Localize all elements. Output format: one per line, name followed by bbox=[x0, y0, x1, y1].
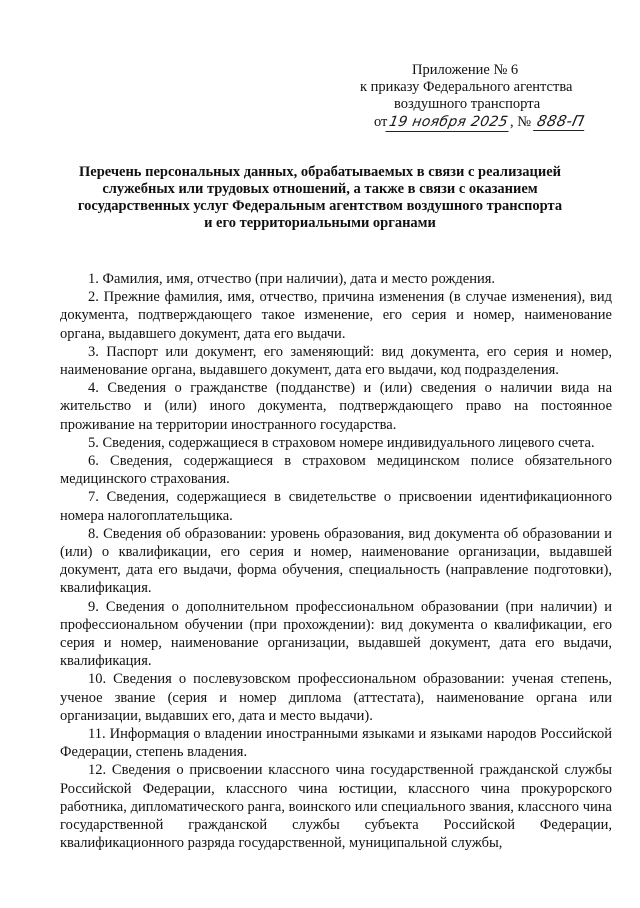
appendix-agency: воздушного транспорта bbox=[394, 96, 541, 112]
handwritten-number: 888-П bbox=[533, 113, 588, 131]
list-item: 3. Паспорт или документ, его заменяющий: вид документа, его серия и номер, наименование органа, выдавшего документ, дата его выдачи, код подразделения. bbox=[60, 343, 612, 379]
list-item: 7. Сведения, содержащиеся в свидетельстве о присвоении идентификационного номера налогоплательщика. bbox=[60, 489, 612, 524]
number-label: , № bbox=[510, 114, 532, 130]
list-item: 1. Фамилия, имя, отчество (при наличии), дата и место рождения. bbox=[88, 271, 496, 287]
list-item: 8. Сведения об образовании: уровень образования, вид документа об образовании и (или) о квалификации, его серия и номер, наименование организации, выдавшей документ, дата его выдачи, форма обучения, специальность (направление подготовки), квалификация. bbox=[60, 525, 612, 597]
list-item: 10. Сведения о послевузовском профессиональном образовании: ученая степень, ученое звание (серия и номер диплома (аттестата), наименование органа или организации, выдавших его, дата и место выдачи). bbox=[60, 671, 612, 724]
from-label: от bbox=[374, 114, 388, 130]
list-item: 5. Сведения, содержащиеся в страховом номере индивидуального лицевого счета. bbox=[88, 434, 595, 451]
title-line: и его территориальными органами bbox=[204, 215, 436, 231]
list-item: 6. Сведения, содержащиеся в страховом медицинском полисе обязательного медицинского страхования. bbox=[60, 453, 612, 488]
title-line: государственных услуг Федеральным агентством воздушного транспорта bbox=[77, 198, 563, 214]
title-line: служебных или трудовых отношений, а также в связи с оказанием bbox=[102, 181, 538, 197]
order-date-number bbox=[360, 113, 622, 132]
list-item: 11. Информация о владении иностранными языками и языками народов Российской Федерации, степень владения. bbox=[60, 726, 612, 761]
list-item: 2. Прежние фамилия, имя, отчество, причина изменения (в случае изменения), вид документа, подтверждающего такое изменение, его серия и номер, наименование органа, выдавшего документ, дата его выдачи. bbox=[60, 289, 612, 342]
appendix-number: Приложение № 6 bbox=[412, 62, 519, 78]
list-item: 12. Сведения о присвоении классного чина государственной гражданской службы Российской Федерации, классного чина юстиции, классного чина прокурорского работника, дипломатического ранга, воинского или специального звания, классного чина государственной гражданской службы субъекта Российской Федерации, квалификационного разряда государственной, муниципальной службы, bbox=[60, 762, 612, 852]
document-body bbox=[60, 270, 612, 853]
appendix-order-ref: к приказу Федерального агентства bbox=[360, 79, 573, 95]
list-item: 4. Сведения о гражданстве (подданстве) и (или) сведения о наличии вида на жительство и (или) иного документа, подтверждающего право на постоянное проживание на территории иностранного государства. bbox=[60, 380, 612, 433]
appendix-header bbox=[360, 62, 622, 132]
title-line: Перечень персональных данных, обрабатываемых в связи с реализацией bbox=[78, 164, 561, 180]
list-item: 9. Сведения о дополнительном профессиональном образовании (при наличии) и профессиональном обучении (при прохождении): вид документа о квалификации, его серия и номер, наименование организации, выдавшей документ, дата его выдачи, квалификация. bbox=[60, 598, 612, 670]
document-title bbox=[60, 164, 580, 232]
handwritten-date: 19 ноября 2025 bbox=[386, 114, 512, 132]
